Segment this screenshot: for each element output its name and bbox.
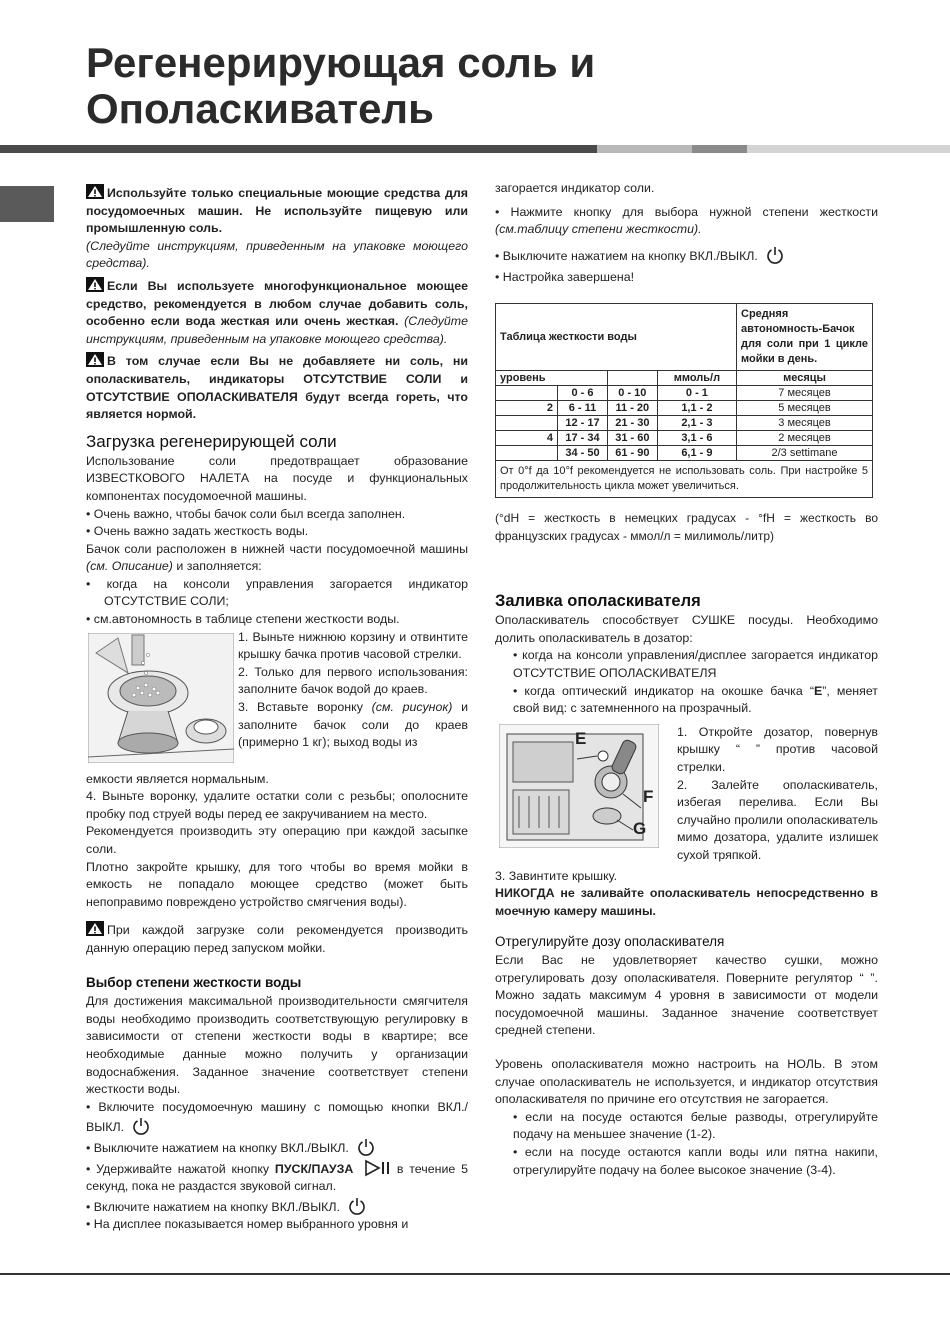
salt-location-tail: и заполняется:	[176, 559, 262, 574]
table-cell: 17 - 34	[558, 430, 608, 445]
salt-heading: Загрузка регенерирующей соли	[86, 431, 337, 451]
table-cell: 2	[496, 400, 558, 415]
power-icon	[765, 245, 785, 265]
page-title	[86, 40, 906, 132]
table-row	[496, 430, 873, 445]
title-line-2: Ополаскиватель	[86, 85, 434, 132]
salt-bullet-3: • когда на консоли управления загорается индикатор ОТСУТСТВИЕ СОЛИ;	[86, 576, 468, 609]
start-pause-label: ПУСК/ПАУЗА	[274, 1161, 354, 1176]
hardness-bullet-1-text: • Включите посудомоечную машину с помощью кнопки ВКЛ./ВЫКЛ.	[86, 1099, 468, 1135]
salt-step-3	[238, 699, 468, 752]
dose-bullet-1: • если на посуде остаются белые разводы, отрегулируйте подачу на меньшее значение (1-2).	[513, 1109, 879, 1142]
dose-heading: Отрегулируйте дозу ополаскивателя	[495, 933, 725, 949]
hardness-bullet-5: • На дисплее показывается номер выбранного уровня и	[86, 1217, 409, 1232]
table-cell: 2 месяцев	[737, 430, 873, 445]
dose-intro: Если Вас не удовлетворяет качество сушки, можно отрегулировать дозу ополаскивателя. Поверните регулятор “ ”. Можно задать максимум 4 уровня в зависимости от модели посудомоечной машины. Заданное значение соответствует средней степени.	[495, 953, 878, 1038]
hardness-bullet-2	[86, 1137, 468, 1158]
salt-bullet-4: • см.автономность в таблице степени жесткости воды.	[86, 612, 400, 627]
right-bullet-1-text: • Нажмите кнопку для выбора нужной степени жесткости	[495, 204, 878, 219]
table-cell: 0 - 6	[558, 385, 608, 400]
table-cell: 5 месяцев	[737, 400, 873, 415]
label-e: E	[575, 728, 587, 748]
hardness-table	[495, 303, 873, 498]
dose-bullet-1-text: если на посуде остаются белые разводы, отрегулируйте подачу на меньшее значение (1-2).	[513, 1109, 879, 1142]
table-cell	[496, 385, 558, 400]
salt-step-3-tail: и заполните бачок соли до краев (примерно 1 кг); выход воды из	[238, 700, 468, 750]
rinse-bullet-2-tail: ”, меняет свой вид: с затемненного на прозрачный.	[513, 683, 878, 716]
table-cell	[496, 415, 558, 430]
salt-close-lid: Плотно закройте крышку, для того чтобы во время мойки в емкость не попадало моющее средство (может быть непоправимо повреждено устройство смягчения воды).	[86, 859, 468, 909]
dose-bullet-2: • если на посуде остаются капли воды или пятна накипи, отрегулируйте подачу на более высокое значение (3-4).	[513, 1145, 878, 1177]
table-cell: 1,1 - 2	[657, 400, 736, 415]
warning-2-text: Если Вы используете многофункциональное моющее средство, рекомендуется в любом случае добавить соль, особенно если вода жесткая или очень жесткая.	[86, 278, 468, 329]
label-f: F	[643, 786, 654, 806]
salt-recommend: Рекомендуется производить эту операцию при каждой засыпке соли.	[86, 824, 468, 857]
table-cell: 11 - 20	[607, 400, 657, 415]
rinse-bullet-1-text: когда на консоли управления/дисплее загорается индикатор ОТСУТСТВИЕ ОПОЛАСКИВАТЕЛЯ	[513, 648, 878, 680]
table-cell: 61 - 90	[607, 445, 657, 460]
table-row	[496, 415, 873, 430]
warning-1-text: Используйте только специальные моющие средства для посудомоечных машин. Не используйте пищевую или промышленную соль.	[86, 186, 468, 236]
right-bullet-2	[495, 245, 878, 266]
warning-icon	[86, 184, 104, 199]
rinse-never: НИКОГДА не заливайте ополаскиватель непосредственно в моечную камеру машины.	[495, 886, 878, 918]
left-column	[86, 184, 468, 1234]
salt-bullet-2: • Очень важно задать жесткость воды.	[86, 524, 309, 539]
dose-bullet-2-text: если на посуде остаются капли воды или пятна накипи, отрегулируйте подачу на более высокое значение (3-4).	[513, 1145, 878, 1177]
table-cell: 0 - 10	[607, 385, 657, 400]
warning-block-2	[86, 277, 468, 348]
table-cell: 4	[496, 430, 558, 445]
rinse-bullet-2-text: когда оптический индикатор на окошке бачка “	[524, 683, 814, 698]
header-bar-pale	[747, 145, 950, 153]
warning-block-3	[86, 352, 468, 423]
table-cell: 2,1 - 3	[657, 415, 736, 430]
right-bullet-1	[495, 204, 878, 239]
salt-intro: Использование соли предотвращает образование ИЗВЕСТКОВОГО НАЛЕТА на посуде и функциональных компонентах посудомоечной машины.	[86, 453, 468, 503]
footer-rule	[0, 1273, 950, 1275]
table-cell: 34 - 50	[558, 445, 608, 460]
salt-step-2: 2. Только для первого использования: заполните бачок водой до краев.	[238, 664, 468, 697]
hardness-cont: загорается индикатор соли.	[495, 181, 655, 195]
warning-block-4	[86, 921, 468, 957]
rinse-step-3: 3. Завинтите крышку.	[495, 868, 618, 883]
salt-step-4: 4. Выньте воронку, удалите остатки соли с резьбы; ополосните пробку под струей воды перед ее закручиванием на место.	[86, 789, 468, 821]
warning-block-1	[86, 184, 468, 238]
warning-icon	[86, 352, 104, 367]
table-note: От 0°f да 10°f рекомендуется не использовать соль. При настройке 5 продолжительность цикла может увеличиться.	[496, 460, 873, 497]
title-line-1: Регенерирующая соль и	[86, 39, 596, 86]
rinse-step-2: 2. Залейте ополаскиватель, избегая перелива. Если Вы случайно пролили ополаскиватель мимо дозатора, удалите излишек сухой тряпкой.	[677, 777, 878, 862]
right-bullet-2-text: • Выключите нажатием на кнопку ВКЛ./ВЫКЛ.	[495, 248, 758, 263]
salt-step-1: 1. Выньте нижнюю корзину и отвинтите крышку бачка против часовой стрелки.	[238, 629, 468, 662]
warning-icon	[86, 277, 104, 292]
hardness-bullet-3-text: • Удерживайте нажатой кнопку	[86, 1161, 270, 1176]
rinse-bullet-2-e: E	[813, 683, 823, 698]
table-cell: 2/3 settimane	[737, 445, 873, 460]
salt-steps-block	[86, 629, 468, 771]
hardness-intro: Для достижения максимальной производительности смягчителя воды необходимо производить соответствующую регулировку в зависимости от степени жесткости воды в квартире; все необходимые данные можно получить у организации водоснабжения. Заданное значение соответствует степени жесткости воды.	[86, 994, 468, 1097]
rinse-intro: Ополаскиватель способствует СУШКЕ посуды. Необходимо долить ополаскиватель в дозатор:	[495, 613, 878, 645]
table-header-row	[496, 303, 873, 370]
warning-1-note: (Следуйте инструкциям, приведенным на упаковке моющего средства).	[86, 238, 468, 271]
table-cell: 0 - 1	[657, 385, 736, 400]
table-row	[496, 385, 873, 400]
header-bar-mid	[692, 145, 747, 153]
col-blank	[607, 370, 657, 385]
side-tab	[0, 186, 54, 222]
hardness-bullet-4	[86, 1196, 468, 1217]
hardness-bullet-2-text: • Выключите нажатием на кнопку ВКЛ./ВЫКЛ.	[86, 1140, 349, 1155]
salt-location-ref: (см. Описание)	[86, 559, 173, 574]
table-title: Таблица жесткости воды	[496, 303, 737, 370]
hardness-bullet-1	[86, 1099, 468, 1137]
rinse-steps-text	[677, 724, 878, 865]
col-level: уровень	[496, 370, 608, 385]
power-icon	[131, 1116, 151, 1136]
power-icon	[356, 1137, 376, 1157]
header-bar-dark	[0, 145, 597, 153]
table-cell: 3,1 - 6	[657, 430, 736, 445]
col-months: месяцы	[737, 370, 873, 385]
table-cell: 7 месяцев	[737, 385, 873, 400]
table-cell: 6 - 11	[558, 400, 608, 415]
units-note: (°dH = жесткость в немецких градусах - °fH = жесткость во французских градусах - ммол/л = милимоль/литр)	[495, 510, 878, 543]
salt-location	[86, 541, 468, 576]
table-col-row	[496, 370, 873, 385]
salt-funnel-figure	[88, 633, 234, 763]
hardness-bullet-3	[86, 1158, 468, 1196]
header-bar-light	[597, 145, 692, 153]
salt-step-3-cont: емкости является нормальным.	[86, 771, 269, 786]
hardness-heading: Выбор степени жесткости воды	[86, 974, 302, 990]
table-note-row	[496, 460, 873, 497]
warning-4-text: При каждой загрузке соли рекомендуется производить данную операцию перед запуском мойки.	[86, 923, 468, 955]
play-pause-icon	[363, 1158, 391, 1178]
table-cell: 12 - 17	[558, 415, 608, 430]
right-bullet-1-ref: (см.таблицу степени жесткости).	[495, 222, 702, 237]
power-icon	[347, 1196, 367, 1216]
rinse-bullet-1: • когда на консоли управления/дисплее загорается индикатор ОТСУТСТВИЕ ОПОЛАСКИВАТЕЛЯ	[513, 648, 878, 680]
table-cell: 6,1 - 9	[657, 445, 736, 460]
label-g: G	[633, 818, 647, 838]
rinse-bullet-2: • когда оптический индикатор на окошке бачка “E”, меняет свой вид: с затемненного на прозрачный.	[513, 683, 878, 716]
salt-step-3-text: 3. Вставьте воронку	[238, 700, 363, 715]
rinse-step-1: 1. Откройте дозатор, повернув крышку “ ” против часовой стрелки.	[677, 724, 878, 774]
hardness-bullet-3-tail: в течение 5 секунд, пока не раздастся звуковой сигнал.	[86, 1161, 468, 1194]
table-cell: 21 - 30	[607, 415, 657, 430]
table-cell: 31 - 60	[607, 430, 657, 445]
table-row	[496, 445, 873, 460]
table-row	[496, 400, 873, 415]
salt-location-text: Бачок соли расположен в нижней части посудомоечной машины	[86, 541, 468, 556]
table-autonomy-header: Средняя автономность-Бачок для соли при 1 цикле мойки в день.	[737, 303, 873, 370]
warning-2-note: (Следуйте инструкциям, приведенным на упаковке моющего средства).	[86, 314, 468, 346]
warning-3-text: В том случае если Вы не добавляете ни соль, ни ополаскиватель, индикаторы ОТСУТСТВИЕ СОЛИ и ОТСУТСТВИЕ ОПОЛАСКИВАТЕЛЯ будут всегда гореть, что является нормой.	[86, 354, 468, 422]
rinse-heading: Заливка ополаскивателя	[495, 592, 701, 611]
hardness-bullet-4-text: • Включите нажатием на кнопку ВКЛ./ВЫКЛ.	[86, 1199, 340, 1214]
col-mmol: ммоль/л	[657, 370, 736, 385]
right-bullet-3: • Настройка завершена!	[495, 270, 635, 285]
table-cell: 3 месяцев	[737, 415, 873, 430]
salt-bullet-1: • Очень важно, чтобы бачок соли был всегда заполнен.	[86, 506, 406, 521]
right-column	[495, 180, 878, 1179]
salt-steps-text	[238, 629, 468, 752]
table-cell	[496, 445, 558, 460]
warning-icon	[86, 921, 104, 936]
dose-zero: Уровень ополаскивателя можно настроить на НОЛЬ. В этом случае ополаскиватель не используется, и индикатор отсутствия ополаскивателя по причине его отсутствия не загорается.	[495, 1057, 878, 1107]
salt-step-3-ref: (см. рисунок)	[371, 700, 453, 715]
rinse-steps-block	[495, 724, 878, 868]
